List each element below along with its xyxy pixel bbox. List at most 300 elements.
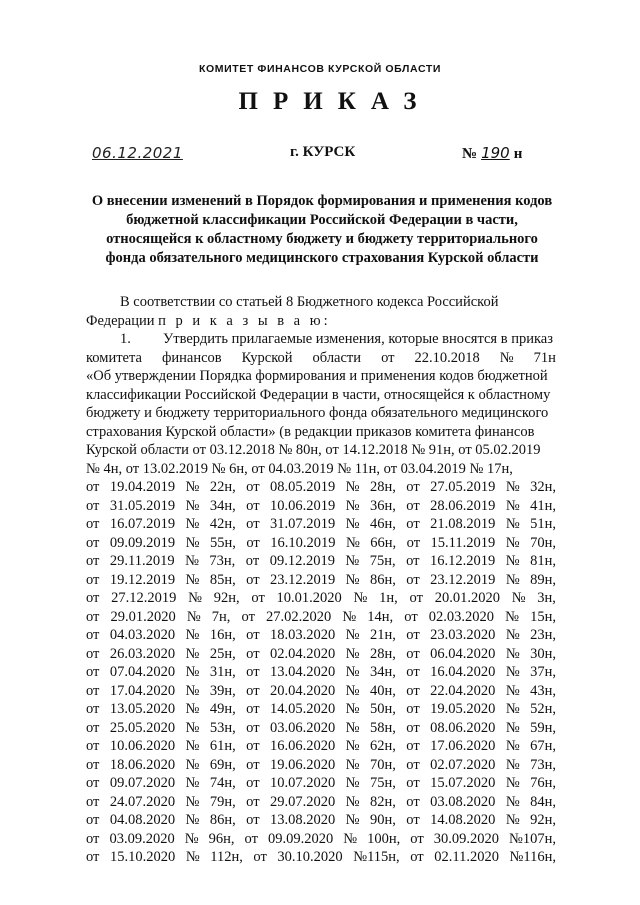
word: 16.07.2019	[109, 516, 176, 532]
number-handwritten: 190	[481, 144, 510, 162]
word: №	[345, 497, 360, 514]
word: 46н,	[369, 516, 396, 532]
word: от	[253, 849, 267, 865]
word: №	[345, 534, 360, 551]
word: 51н,	[530, 516, 556, 532]
word: от	[86, 793, 100, 810]
word: от	[246, 516, 260, 532]
amendment-line	[86, 793, 556, 812]
word: №	[185, 719, 200, 736]
word: 20.01.2020	[434, 590, 500, 606]
amendment-line	[86, 645, 556, 664]
amendment-line	[86, 589, 556, 608]
word: от	[246, 719, 260, 736]
word: 43н,	[530, 682, 556, 699]
word: Курской	[241, 349, 293, 366]
justified-line	[86, 349, 556, 368]
word: 16.04.2020	[430, 664, 496, 680]
word: от	[406, 682, 420, 699]
word: от	[246, 682, 260, 699]
word: 20.04.2020	[269, 682, 336, 699]
amendment-line	[86, 571, 556, 590]
word: 28н,	[369, 479, 396, 495]
committee-header: КОМИТЕТ ФИНАНСОВ КУРСКОЙ ОБЛАСТИ	[198, 63, 442, 75]
word: №	[505, 534, 520, 551]
word: 28н,	[369, 645, 396, 662]
body-line: «Об утверждении Порядка формирования и применения кодов бюджетной	[86, 368, 548, 384]
word: от	[406, 756, 420, 773]
word: от	[86, 571, 100, 588]
word: 84н,	[530, 793, 556, 810]
word: от	[244, 830, 258, 847]
number-suffix: н	[513, 146, 523, 162]
word: 73н,	[209, 553, 236, 569]
word: №	[353, 590, 368, 606]
word: 04.08.2020	[109, 812, 176, 828]
word: 17.04.2020	[109, 682, 176, 699]
word: 37н,	[530, 664, 556, 680]
word: №	[345, 682, 360, 699]
word: от	[406, 738, 420, 754]
word: от	[381, 349, 395, 366]
word: №	[185, 645, 200, 662]
word: 29.01.2020	[110, 608, 176, 625]
word: от	[246, 756, 260, 773]
word: №	[185, 775, 200, 791]
word: 70н,	[530, 534, 556, 551]
word: №	[345, 627, 360, 643]
order-body	[86, 293, 556, 867]
word: 10.01.2020	[276, 590, 342, 606]
word: 85н,	[209, 571, 236, 588]
word: №116н,	[509, 849, 556, 865]
word: №	[345, 479, 360, 495]
word: 15.07.2020	[430, 775, 496, 791]
plain-lines	[86, 367, 556, 478]
word: от	[86, 756, 100, 773]
word: №	[499, 349, 514, 366]
word: №	[505, 645, 520, 662]
word: 67н,	[530, 738, 556, 754]
intro-line: В соответствии со статьей 8 Бюджетного кодекса Российской	[120, 294, 499, 310]
word: 13.08.2020	[269, 812, 336, 828]
word: от	[406, 479, 420, 495]
word: 04.03.2020	[109, 627, 176, 643]
word: №	[188, 590, 202, 606]
word: от	[86, 479, 100, 495]
word: 69н,	[209, 756, 236, 773]
word: 16.06.2020	[269, 738, 336, 754]
word: от	[246, 738, 260, 754]
word: №	[186, 608, 201, 625]
word: №	[505, 793, 520, 810]
word: 70н,	[369, 756, 396, 773]
amendment-line	[86, 830, 556, 849]
word: 42н,	[209, 516, 236, 532]
word: от	[246, 497, 260, 514]
word: 22.10.2018	[414, 349, 480, 366]
amendment-line	[86, 534, 556, 553]
word: 10.06.2019	[269, 497, 336, 514]
amendment-line	[86, 552, 556, 571]
title-line: О внесении изменений в Порядок формирования и применения кодов	[91, 193, 553, 209]
word: №	[505, 719, 520, 736]
word: 29.07.2020	[269, 793, 336, 810]
word: 55н,	[209, 534, 236, 551]
word: от	[410, 830, 424, 847]
word: №	[505, 738, 520, 754]
word: 18.03.2020	[269, 627, 336, 643]
word: 10.06.2020	[109, 738, 176, 754]
word: от	[406, 719, 420, 736]
word: №	[345, 812, 360, 828]
word: №	[185, 738, 200, 754]
word: 82н,	[369, 793, 396, 810]
word: от	[410, 849, 424, 865]
word: №	[345, 645, 360, 662]
amendment-line	[86, 737, 556, 756]
word: от	[86, 719, 100, 736]
word: 23.03.2020	[430, 627, 496, 643]
word: 17.06.2020	[430, 738, 496, 754]
word: №	[185, 793, 200, 810]
word: 23н,	[530, 627, 556, 643]
intro-line-decree	[86, 312, 556, 331]
word: 16.10.2019	[270, 534, 336, 551]
word: №	[345, 516, 360, 532]
word: от	[86, 534, 100, 551]
amendment-line	[86, 608, 556, 627]
word: 27.12.2019	[111, 590, 177, 606]
word: от	[86, 590, 100, 606]
word: от	[251, 590, 265, 606]
word: 100н,	[367, 830, 401, 847]
word: 41н,	[530, 497, 556, 514]
word: от	[245, 553, 260, 569]
word: 08.05.2019	[269, 479, 336, 495]
body-line: Курской области от 03.12.2018 № 80н, от 14.12.2018 № 91н, от 05.02.2019	[86, 442, 541, 458]
word: от	[86, 701, 100, 717]
word: 15.10.2020	[109, 849, 176, 865]
word: №	[185, 553, 199, 569]
order-title	[82, 192, 562, 268]
word: 28.06.2019	[430, 497, 496, 514]
word: 62н,	[369, 738, 396, 754]
word: 31.07.2019	[269, 516, 336, 532]
body-line: № 4н, от 13.02.2019 № 6н, от 04.03.2019 № 11н, от 03.04.2019 № 17н,	[86, 460, 513, 477]
word: от	[246, 793, 260, 810]
word: №	[185, 479, 200, 495]
word: №	[345, 793, 360, 810]
amendment-line	[86, 756, 556, 775]
word: от	[406, 571, 420, 588]
word: №	[185, 756, 200, 773]
word: от	[406, 664, 420, 680]
word: 15.11.2019	[430, 534, 496, 551]
word: №	[343, 830, 358, 847]
word: 21.08.2019	[430, 516, 496, 532]
amendment-line	[86, 774, 556, 793]
word: от	[86, 627, 100, 643]
word: 30.10.2020	[277, 849, 343, 865]
word: №	[345, 775, 360, 791]
word: №	[185, 534, 200, 551]
word: от	[246, 534, 260, 551]
word: №	[505, 479, 520, 495]
title-line: бюджетной классификации Российской Федерации в части,	[126, 212, 518, 228]
word: 36н,	[369, 497, 396, 514]
amendment-line	[86, 700, 556, 719]
word: 08.06.2020	[430, 719, 496, 736]
word: 66н,	[370, 534, 397, 551]
word: 18.06.2020	[109, 756, 176, 773]
word: 34н,	[209, 497, 236, 514]
word: от	[86, 812, 100, 828]
word: от	[246, 775, 260, 791]
word: №	[505, 553, 520, 569]
item-line	[86, 330, 556, 349]
word: комитета	[86, 349, 142, 366]
word: №	[345, 701, 360, 717]
word: 27.02.2020	[266, 608, 332, 625]
amendment-line	[86, 848, 556, 867]
word: №115н,	[353, 849, 400, 865]
word: 19.05.2020	[430, 701, 496, 717]
word: №	[505, 571, 520, 588]
word: 90н,	[369, 812, 396, 828]
word: от	[246, 627, 260, 643]
word: 79н,	[209, 793, 236, 810]
word: 61н,	[209, 738, 236, 754]
word: от	[86, 516, 100, 532]
word: 86н,	[209, 812, 236, 828]
word: 26.03.2020	[109, 645, 176, 662]
word: №	[345, 719, 360, 736]
word: от	[246, 664, 260, 680]
word: 21н,	[369, 627, 396, 643]
word: 86н,	[369, 571, 396, 588]
word: №	[505, 756, 520, 773]
word: от	[406, 793, 420, 810]
word: от	[86, 738, 100, 754]
word: 92н,	[530, 812, 556, 828]
word: 30.09.2020	[433, 830, 499, 847]
word: 76н,	[530, 775, 556, 791]
body-line: бюджету и бюджету территориального фонда обязательного медицинского	[86, 405, 549, 421]
word: 19.12.2019	[109, 571, 176, 588]
word: от	[406, 627, 420, 643]
amendment-line	[86, 682, 556, 701]
intro-federation: Федерации	[86, 312, 155, 329]
word: от	[86, 830, 100, 847]
item-number: 1.	[120, 331, 131, 347]
word: 31.05.2019	[109, 497, 176, 514]
word: от	[86, 775, 100, 791]
word: 96н,	[208, 830, 235, 847]
word: №	[505, 497, 520, 514]
amendment-line	[86, 478, 556, 497]
word: от	[246, 812, 260, 828]
word: от	[406, 701, 420, 717]
word: от	[409, 590, 423, 606]
order-date: 06.12.2021	[92, 144, 183, 162]
body-line: классификации Российской Федерации в части, относящейся к областному	[86, 386, 551, 403]
word: 75н,	[369, 553, 396, 569]
word: 03.09.2020	[109, 830, 175, 847]
word: от	[406, 812, 420, 828]
word: №	[505, 627, 520, 643]
word: 02.03.2020	[428, 608, 495, 625]
word: от	[246, 701, 260, 717]
word: от	[406, 534, 421, 551]
amendment-line	[86, 515, 556, 534]
word: 32н,	[530, 479, 556, 495]
word: 27.05.2019	[430, 479, 496, 495]
word: №	[345, 664, 360, 680]
word: 02.04.2020	[269, 645, 336, 662]
word: 34н,	[369, 664, 396, 680]
word: 92н,	[213, 590, 240, 606]
word: №	[505, 701, 520, 717]
word: №	[185, 497, 200, 514]
word: 13.05.2020	[109, 701, 176, 717]
word: №	[185, 571, 200, 588]
word: №	[185, 701, 200, 717]
word: 52н,	[530, 701, 556, 717]
word: №	[345, 571, 360, 588]
word: 14н,	[367, 608, 394, 625]
word: 02.11.2020	[434, 849, 499, 865]
word: 22.04.2020	[430, 682, 496, 699]
word: 15н,	[530, 608, 556, 625]
word: 09.09.2019	[109, 534, 176, 551]
word: 10.07.2020	[269, 775, 336, 791]
word: №	[505, 516, 520, 532]
word: 09.12.2019	[269, 553, 335, 569]
word: 112н,	[210, 849, 243, 865]
word: 50н,	[369, 701, 396, 717]
word: 14.05.2020	[269, 701, 336, 717]
word: от	[86, 664, 100, 680]
word: 89н,	[530, 571, 556, 588]
word: 19.04.2019	[109, 479, 176, 495]
word: 3н,	[537, 590, 556, 606]
word: 22н,	[209, 479, 236, 495]
document-type-title: ПРИКАЗ	[238, 88, 432, 115]
word: от	[86, 682, 100, 699]
word: №	[505, 608, 519, 625]
word: 7н,	[211, 608, 231, 625]
word: 03.08.2020	[430, 793, 496, 810]
word: №	[345, 738, 360, 754]
word: области	[312, 349, 362, 366]
word: 74н,	[209, 775, 236, 791]
word: от	[86, 553, 100, 569]
amendment-line	[86, 626, 556, 645]
word: 1н,	[379, 590, 398, 606]
word: 06.04.2020	[430, 645, 496, 662]
word: 71н	[533, 349, 556, 366]
word: от	[406, 553, 420, 569]
intro-decree-word: п р и к а з ы в а ю:	[158, 312, 331, 329]
word: №	[185, 516, 200, 532]
word: от	[86, 645, 100, 662]
word: №	[505, 664, 520, 680]
word: от	[246, 571, 260, 588]
title-line: фонда обязательного медицинского страхования Курской области	[105, 250, 539, 266]
word: №	[505, 682, 520, 699]
word: 16н,	[209, 627, 236, 643]
word: №	[185, 664, 200, 680]
item-text: Утвердить прилагаемые изменения, которые вносятся в приказ	[163, 331, 553, 347]
word: 30н,	[530, 645, 556, 662]
word: 31н,	[209, 664, 236, 680]
amendment-line	[86, 663, 556, 682]
word: 02.07.2020	[430, 756, 496, 773]
number-sign: №	[462, 146, 478, 162]
amendment-line	[86, 811, 556, 830]
word: от	[404, 608, 418, 625]
word: 25.05.2020	[109, 719, 176, 736]
word: 58н,	[369, 719, 396, 736]
word: 39н,	[209, 682, 236, 699]
word: №	[345, 756, 360, 773]
title-line: относящейся к областному бюджету и бюджету территориального	[106, 231, 538, 247]
word: №	[185, 812, 200, 828]
order-number	[462, 144, 522, 163]
word: 49н,	[209, 701, 236, 717]
amendment-line	[86, 719, 556, 738]
word: 59н,	[530, 719, 556, 736]
word: 09.07.2020	[109, 775, 176, 791]
word: от	[86, 849, 100, 865]
word: 73н,	[530, 756, 556, 773]
word: №	[185, 849, 200, 865]
word: №	[505, 775, 520, 791]
body-line: страхования Курской области» (в редакции приказов комитета финансов	[86, 423, 535, 440]
word: 53н,	[209, 719, 236, 736]
word: 19.06.2020	[269, 756, 336, 773]
word: от	[406, 645, 420, 662]
word: от	[246, 479, 260, 495]
word: №	[345, 553, 360, 569]
word: 75н,	[369, 775, 396, 791]
amendment-line	[86, 497, 556, 516]
word: №107н,	[509, 830, 556, 847]
word: от	[86, 497, 100, 514]
word: 16.12.2019	[430, 553, 496, 569]
word: 25н,	[209, 645, 236, 662]
word: 13.04.2020	[269, 664, 336, 680]
word: 23.12.2019	[430, 571, 496, 588]
word: №	[505, 812, 520, 828]
word: от	[241, 608, 255, 625]
word: 29.11.2019	[109, 553, 175, 569]
word: от	[246, 645, 260, 662]
word: 81н,	[530, 553, 556, 569]
order-city: г. КУРСК	[290, 144, 356, 160]
word: от	[406, 775, 420, 791]
word: 23.12.2019	[269, 571, 336, 588]
word: №	[342, 608, 357, 625]
word: финансов	[161, 349, 222, 366]
word: №	[184, 830, 199, 847]
amendment-date-lines	[86, 478, 556, 867]
word: 24.07.2020	[109, 793, 176, 810]
word: от	[86, 608, 100, 625]
word: 03.06.2020	[269, 719, 336, 736]
word: от	[406, 516, 420, 532]
